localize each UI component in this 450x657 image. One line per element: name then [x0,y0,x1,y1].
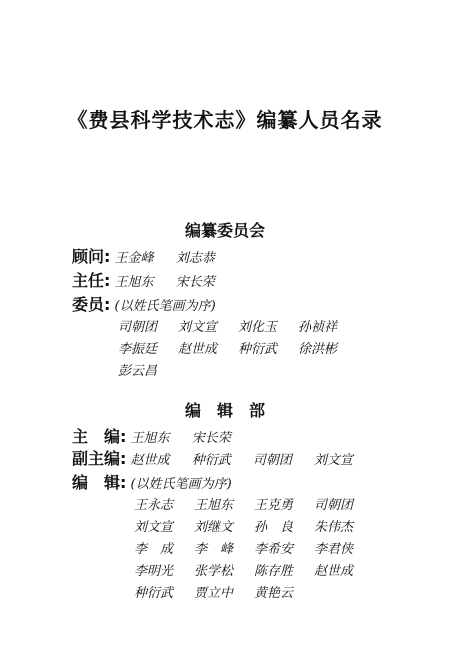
editor-name: 刘文宣 [134,520,174,535]
chief-editor-name: 宋长荣 [191,431,231,446]
deputy-editor-names [131,453,371,468]
member-name: 孙祯祥 [298,320,338,335]
editor-name: 种衍武 [134,586,174,601]
member-name: 李振廷 [118,342,158,357]
member-name: 刘化玉 [238,320,278,335]
director-name: 宋长荣 [175,275,215,290]
advisors-row [72,244,233,267]
editor-name: 黄艳云 [254,586,294,601]
editor-name: 贾立中 [194,586,234,601]
editor-name: 李君侠 [314,542,354,557]
member-name: 赵世成 [178,342,218,357]
editor-name: 李 成 [134,542,174,557]
deputy-editor-name: 赵世成 [130,453,170,468]
members-list-row [118,338,358,357]
member-name: 徐洪彬 [298,342,338,357]
chief-editor-row [72,424,249,447]
editors-list-row [134,516,374,535]
member-name: 彭云昌 [118,364,158,379]
page-title: 《费县科学技术志》编纂人员名录 [67,108,383,132]
director-names [115,275,233,290]
editors-label: 编 辑: [72,473,127,492]
chief-editor-name: 王旭东 [130,431,170,446]
editors-row [72,470,232,493]
advisors-label: 顾问: [72,247,111,266]
members-note: (以姓氏笔画为序) [114,299,216,314]
director-row [72,268,233,291]
editor-name: 刘继文 [194,520,234,535]
members-list-row [118,360,178,379]
members-list-row [118,316,358,335]
editor-name: 李 峰 [194,542,234,557]
member-name: 种衍武 [238,342,278,357]
advisors-names [115,251,233,266]
committee-heading: 编纂委员会 [184,221,265,240]
editor-name: 李明光 [134,564,174,579]
advisor-name: 刘志恭 [175,251,215,266]
editor-name: 孙 良 [254,520,294,535]
editor-name: 王克勇 [254,498,294,513]
editor-name: 王永志 [134,498,174,513]
editors-list-row [134,538,374,557]
deputy-editor-label: 副主编: [72,449,127,468]
director-label: 主任: [72,271,111,290]
member-name: 刘文宣 [178,320,218,335]
editor-name: 张学松 [194,564,234,579]
editors-note: (以姓氏笔画为序) [130,477,232,492]
editor-name: 陈存胜 [254,564,294,579]
editorial-heading: 编 辑 部 [184,401,265,420]
editors-list-row [134,582,314,601]
editor-name: 司朝团 [314,498,354,513]
director-name: 王旭东 [114,275,154,290]
chief-editor-names [131,431,249,446]
editors-list-row [134,494,374,513]
deputy-editor-row [72,446,371,469]
advisor-name: 王金峰 [114,251,154,266]
editor-name: 朱伟杰 [314,520,354,535]
members-label: 委员: [72,295,111,314]
chief-editor-label: 主 编: [72,427,127,446]
member-name: 司朝团 [118,320,158,335]
deputy-editor-name: 种衍武 [191,453,231,468]
editors-list-row [134,560,374,579]
editor-name: 李希安 [254,542,294,557]
editor-name: 王旭东 [194,498,234,513]
deputy-editor-name: 刘文宣 [314,453,354,468]
editor-name: 赵世成 [314,564,354,579]
members-row [72,292,216,315]
deputy-editor-name: 司朝团 [252,453,292,468]
